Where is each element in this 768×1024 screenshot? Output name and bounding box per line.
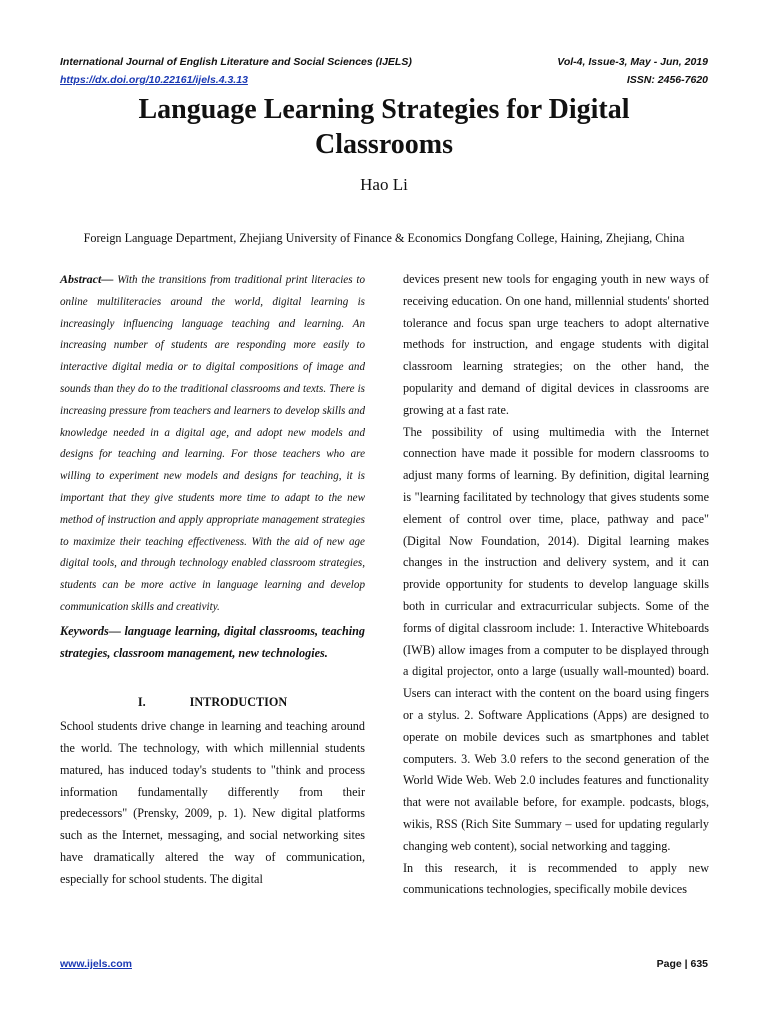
volume-info: Vol-4, Issue-3, May - Jun, 2019 [557, 56, 708, 68]
paper-title [0, 92, 768, 162]
paragraph-multimedia: The possibility of using multimedia with the Internet connection have made it possible for modern classrooms to adjust many forms of learning. By definition, digital learning is "learning facilitated by technology that gives students some element of control over time, place, pathway and pace" (Digital Now Foundation, 2014). Digital learning makes changes in the instruction and delivery system, and it can provide opportunity for students to develop language skills both in curricular and extracurricular subjects. Some of the forms of digital classroom include: 1. Interactive Whiteboards (IWB) allow images from a computer to be displayed through a digital projector, onto a large (usually wall-mounted) board. Users can interact with the content on the board using fingers or a stylus. 2. Software Applications (Apps) are designed to operate on mobile devices such as smartphones and tablet computers. 3. Web 3.0 refers to the second generation of the World Wide Web. Web 2.0 includes features and functionality that were not available before, for example. podcasts, blogs, wikis, RSS (Rich Site Summary – used for updating regularly changing web content), social networking and tagging. [403, 424, 709, 853]
section-title: INTRODUCTION [189, 695, 288, 710]
paragraph-research: In this research, it is recommended to apply new communications technologies, specifically mobile devices [403, 860, 709, 897]
journal-header [60, 53, 708, 89]
page-number: Page | 635 [656, 958, 708, 970]
abstract-label: Abstract— [60, 272, 114, 286]
keywords-label: Keywords— [60, 623, 121, 638]
affiliation: Foreign Language Department, Zhejiang University of Finance & Economics Dongfang College, Haining, Zhejiang, China [83, 231, 685, 245]
doi-link[interactable]: https://dx.doi.org/10.22161/ijels.4.3.13 [60, 74, 248, 86]
issn: ISSN: 2456-7620 [626, 74, 708, 86]
keywords [60, 621, 365, 665]
left-column [60, 269, 365, 891]
website-link[interactable]: www.ijels.com [60, 958, 132, 970]
intro-paragraph: School students drive change in learning and teaching around the world. The technology, with which millennial students matured, has induced today's students to "think and process information fundamentally differently from their predecessors" (Prensky, 2009, p. 1). New digital platforms such as the Internet, messaging, and social networking sites have dramatically altered the way of communication, especially for school students. The digital [60, 719, 365, 886]
abstract-text: With the transitions from traditional print literacies to online multiliteracies around the world, digital learning is increasingly influencing language teaching and learning. An increasing number of students are responding more easily to interactive digital media or to digital compositions of image and sounds than they do to the traditional classrooms and texts. There is increasing pressure from teachers and learners to develop skills and knowledge needed in a digital age, and adopt new models and designs for teaching and learning. For those teachers who are willing to experiment new models and designs for teaching, it is important that they give students more time to adapt to the new method of instruction and apply appropriate management strategies to maximize their teaching effectiveness. With the aid of new age digital tools, and through technology enabled classroom strategies, students can be more active in language learning and develop communication skills and creativity. [60, 274, 365, 613]
author-name: Hao Li [360, 175, 408, 194]
keywords-text: language learning, digital classrooms, teaching strategies, classroom management, new technologies. [60, 623, 365, 660]
page-footer [60, 958, 708, 970]
paragraph-devices: devices present new tools for engaging youth in new ways of receiving education. On one hand, millennial students' shorted tolerance and focus span urge teachers to adopt alternative methods for instruction, and engage students with digital classroom learning strategies; on the other hand, the popularity and demand of digital devices in classrooms are growing at a fast rate. [403, 272, 709, 417]
title-line-2: Classrooms [315, 129, 453, 160]
abstract [60, 269, 365, 619]
right-column [403, 269, 709, 901]
title-line-1: Language Learning Strategies for Digital [138, 94, 630, 125]
section-heading [60, 692, 365, 714]
journal-name: International Journal of English Literature and Social Sciences (IJELS) [60, 56, 412, 68]
section-number: I. [137, 695, 146, 710]
